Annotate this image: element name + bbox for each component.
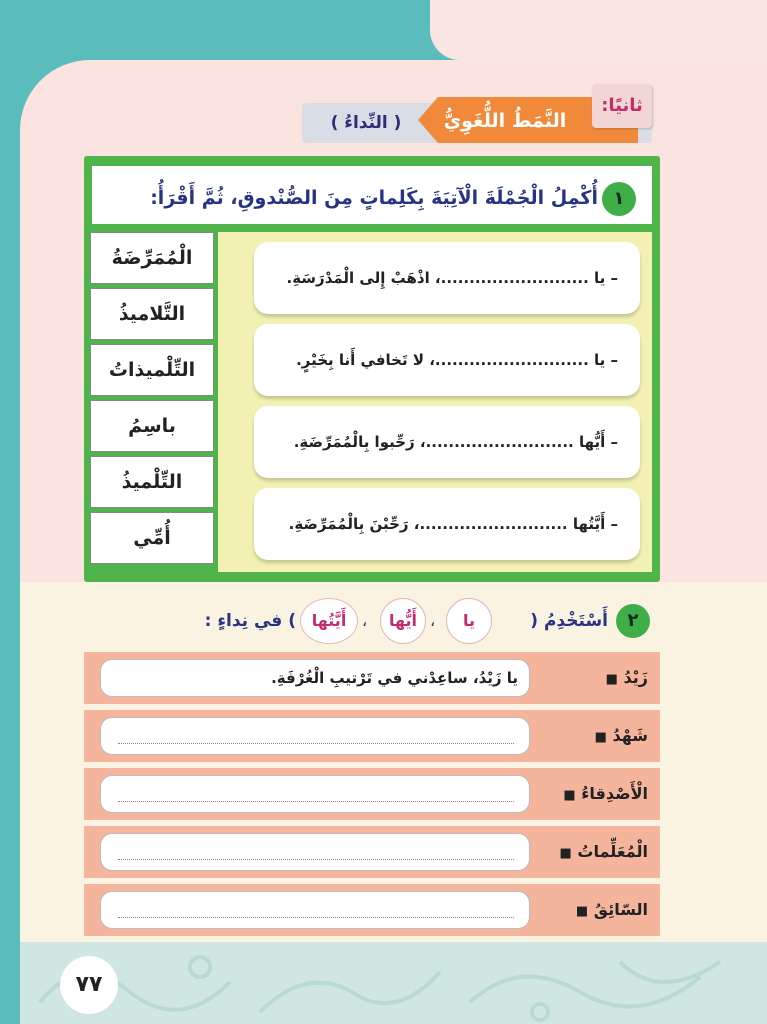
exercise2-prefix: أَسْتَخْدِمُ (	[530, 611, 608, 631]
dotted-line	[118, 859, 514, 860]
row-label: زَيْدُ ■	[605, 668, 648, 687]
answer-field[interactable]	[100, 833, 530, 871]
option-ayyuha: أَيُّها	[380, 598, 426, 644]
option-ya: يا	[446, 598, 492, 644]
top-right-panel	[430, 0, 767, 60]
sentence-blank[interactable]: – أَيَّتُها ..........................، رَحِّبْنَ بِالْمُمَرِّضَةِ.	[254, 488, 640, 560]
option-ayyatuha: أَيَّتُها	[300, 598, 358, 644]
word-box: الْمُمَرِّضَةُ	[90, 232, 214, 284]
row-label: الْأَصْدِقاءُ ■	[563, 784, 648, 803]
word-box: التِّلْميذاتُ	[90, 344, 214, 396]
separator: ،	[430, 611, 436, 630]
row-label: الْمُعَلِّماتُ ■	[559, 842, 648, 861]
sentence-blank[interactable]: – يا ...........................، لا تَخافي أَنا بِخَيْرٍ.	[254, 324, 640, 396]
word-box: التَّلاميذُ	[90, 288, 214, 340]
word-box: أُمِّي	[90, 512, 214, 564]
word-box: التِّلْميذُ	[90, 456, 214, 508]
decorative-footer	[20, 942, 767, 1024]
exercise1-question: أُكْمِلُ الْجُمْلَةَ الْآتِيَةَ بِكَلِماتٍ مِنَ الصُّنْدوقِ، ثُمَّ أَقْرَأُ:	[150, 187, 598, 209]
row-label: السّائِقُ ■	[575, 900, 648, 919]
answer-field[interactable]	[100, 775, 530, 813]
page-number: ٧٧	[60, 956, 118, 1014]
dotted-line	[118, 801, 514, 802]
separator: ،	[362, 611, 368, 630]
header-title: النَّمَطُ اللُّغَوِيُّ	[443, 110, 567, 132]
answer-text: يا زَيْدُ، ساعِدْني في تَرْتيبِ الْغُرْفَةِ.	[271, 669, 518, 687]
exercise1-number: ١	[602, 182, 636, 216]
answer-field[interactable]	[100, 891, 530, 929]
dotted-line	[118, 743, 514, 744]
row-label: شَهْدُ ■	[594, 726, 648, 745]
sentence-blank[interactable]: – أَيُّها ..........................، رَحِّبوا بِالْمُمَرِّضَةِ.	[254, 406, 640, 478]
exercise2-suffix: ) في نِداءٍ :	[204, 611, 296, 631]
dotted-line	[118, 917, 514, 918]
header-subtitle: ( النِّداءُ )	[330, 113, 402, 133]
answer-field[interactable]	[100, 717, 530, 755]
sentence-blank[interactable]: – يا ..........................، اذْهَبْ إِلى الْمَدْرَسَةِ.	[254, 242, 640, 314]
exercise2-number: ٢	[616, 604, 650, 638]
section-badge: ثانيًا:	[592, 84, 652, 128]
word-box: باسِمُ	[90, 400, 214, 452]
